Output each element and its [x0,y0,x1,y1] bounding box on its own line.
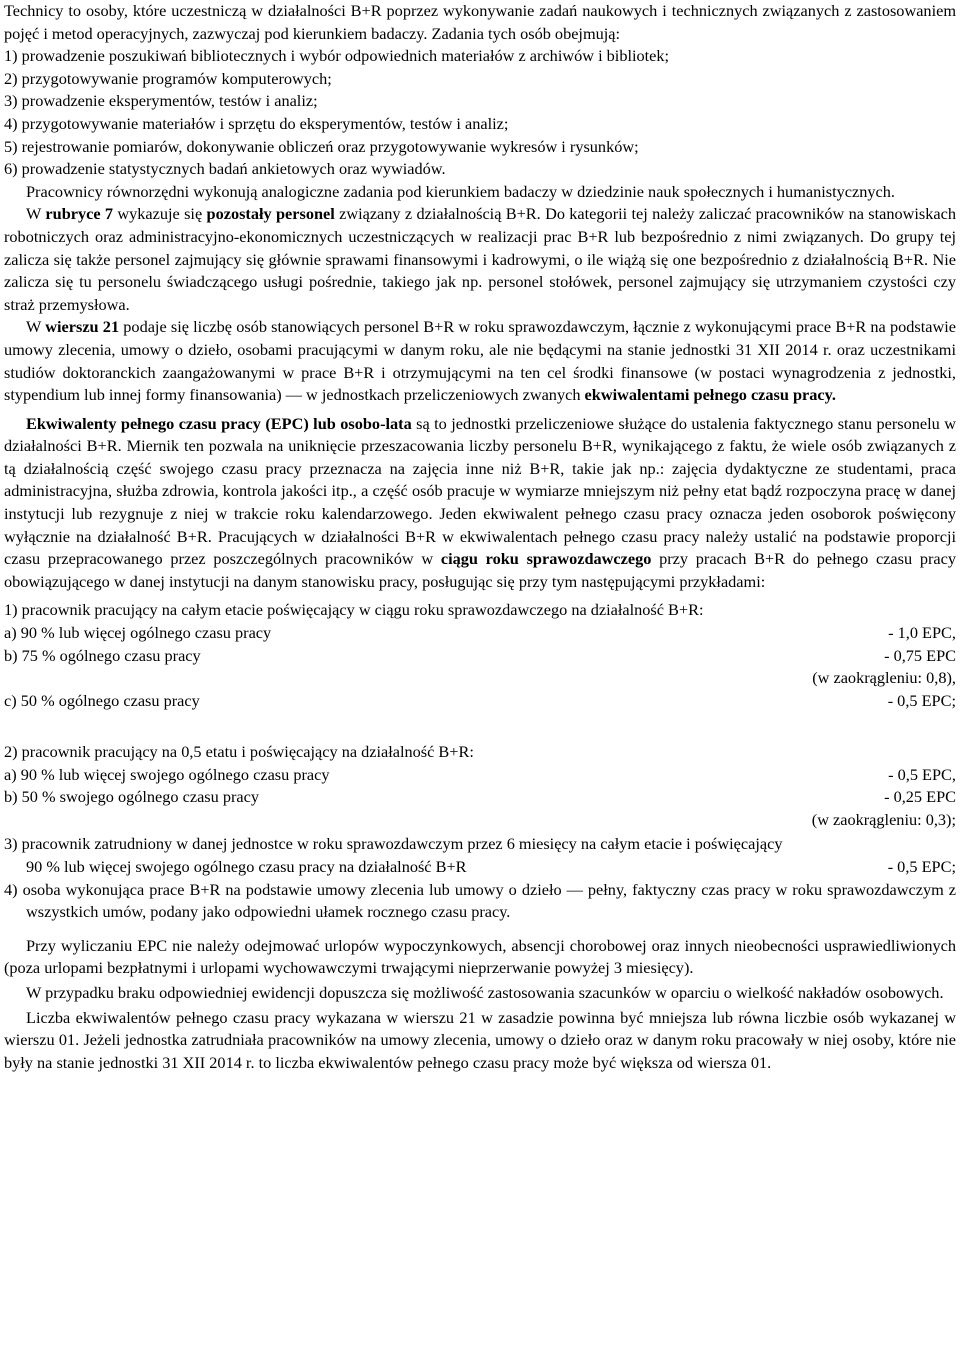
example-item-label: b) 75 % ogólnego czasu pracy [4,645,201,665]
example-item-value: - 0,5 EPC; [887,690,956,710]
technicians-paragraph: Technicy to osoby, które uczestniczą w działalności B+R poprzez wykonywanie zadań naukowych i technicznych związanych z zastosowaniem pojęć i metod operacyjnych, zazwyczaj pod kierunkiem badaczy. Zadania tych osób obejmują: [4,1,956,43]
example-item-value: - 0,5 EPC; [887,856,956,876]
task-item: 2) przygotowywanie programów komputerowych; [4,68,332,88]
fte-definition-paragraph: Ekwiwalenty pełnego czasu pracy (EPC) lub osobo-lata są to jednostki przeliczeniowe służące do ustalenia faktycznego stanu personelu w działalności B+R. Miernik ten pozwala na uniknięcie przeszacowania liczby personelu B+R, wynikającego z faktu, że wiele osób związanych z tą działalnością część swojego czasu pracy przeznacza na zajęcia inne niż B+R, takie jak np.: zajęcia dydaktyczne ze studentami, praca administracyjna, służba zdrowia, kontrola jakości itp., a część osób pracuje w wymiarze mniejszym niż pełny etat bądź rozpoczyna pracę w danej instytucji lub rezygnuje z niej w trakcie roku kalendarzowego. Jeden ekwiwalent pełnego czasu pracy oznacza jeden osoborok poświęcony wyłącznie na działalność B+R. Pracujących w działalności B+R w ekwiwalentach pełnego czasu pracy należy ustalić na podstawie proporcji czasu przepracowanego przez poszczególnych pracowników w ciągu roku sprawozdawczego przy pracach B+R do pełnego czasu pracy obowiązującego w danej instytucji na danym stanowisku pracy, posługując się przy tym następującymi przykładami: [4,413,956,591]
example-2 [4,741,956,831]
example-item-label: b) 50 % swojego ogólnego czasu pracy [4,787,259,807]
column-7-paragraph: W rubryce 7 wykazuje się pozostały personel związany z działalnością B+R. Do kategorii tej należy zaliczać pracowników na stanowiskach robotniczych oraz administracyjno-ekonomicznych uczestniczących w realizacji prac B+R lub bezpośrednio z nimi związanych. Do grupy tej zalicza się także personel zajmujący się głównie sprawami finansowymi i kadrowymi, o ile wiążą się one bezpośrednio z działalnością B+R. Nie zalicza się tu personelu świadczącego usługi pośrednie, takiego jak np. personel stołówek, personel zajmujący się utrzymaniem czystości czy straż przemysłowa. [4,204,957,314]
equivalent-workers-paragraph: Pracownicy równorzędni wykonują analogiczne zadania pod kierunkiem badaczy w dziedzinie nauk społecznych i humanistycznych. [26,181,895,201]
example-item-note: (w zaokrągleniu: 0,8), [812,668,956,688]
example-1 [4,599,956,712]
example-1-item-b [4,645,956,668]
example-item-value: - 0,5 EPC, [888,764,956,784]
spacer [4,712,956,735]
example-item-note: (w zaokrągleniu: 0,3); [811,809,956,829]
example-2-item-a [4,764,956,787]
technician-task-list [4,45,956,181]
example-item-value: - 0,25 EPC [884,787,956,807]
example-item-label: c) 50 % ogólnego czasu pracy [4,690,200,710]
task-item: 4) przygotowywanie materiałów i sprzętu do eksperymentów, testów i analiz; [4,113,509,133]
task-item: 5) rejestrowanie pomiarów, dokonywanie obliczeń oraz przygotowywanie wykresów i rysunków; [4,136,639,156]
final-paragraph: Liczba ekwiwalentów pełnego czasu pracy wykazana w wierszu 21 w zasadzie powinna być mniejsza lub równa liczbie osób wykazanej w wierszu 01. Jeżeli jednostka zatrudniała pracowników na umowy zlecenia, umowy o dzieło oraz w danym roku pracowały w niej osoby, które nie były na stanie jednostki 31 XII 2014 r. to liczba ekwiwalentów pełnego czasu pracy może być większa od wiersza 01. [4,1007,956,1072]
example-item-value: - 1,0 EPC, [888,623,956,643]
example-item-label: a) 90 % lub więcej swojego ogólnego czasu pracy [4,764,330,784]
task-item: 3) prowadzenie eksperymentów, testów i analiz; [4,91,318,111]
example-item-label: 90 % lub więcej swojego ogólnego czasu pracy na działalność B+R [26,856,467,876]
row-21-paragraph: W wierszu 21 podaje się liczbę osób stanowiących personel B+R w roku sprawozdawczym, łącznie z wykonującymi prace B+R na podstawie umowy zlecenia, umowy o dzieło, osobami pracującymi w danym roku, ale nie będącymi na stanie jednostki 31 XII 2014 r. oraz uczestnikami studiów doktoranckich zaangażowanymi w prace B+R i otrzymującymi na ten cel środki finansowe (w postaci wynagrodzenia z jednostki, stypendium lub innej formy finansowania) — w jednostkach przeliczeniowych zwanych ekwiwalentami pełnego czasu pracy. [4,317,956,405]
example-1-heading: 1) pracownik pracujący na całym etacie poświęcający w ciągu roku sprawozdawczego na działalność B+R: [4,600,704,620]
example-3-line: 3) pracownik zatrudniony w danej jednostce w roku sprawozdawczym przez 6 miesięcy na całym etacie i poświęcający [4,834,783,854]
absence-paragraph: Przy wyliczaniu EPC nie należy odejmować urlopów wypoczynkowych, absencji chorobowej oraz innych nieobecności usprawiedliwionych (poza urlopami bezpłatnymi i urlopami wychowawczymi trwającymi nieprzerwanie powyżej 3 miesięcy). [4,935,956,978]
example-4: 4) osoba wykonująca prace B+R na podstawie umowy zlecenia lub umowy o dzieło — pełny, faktyczny czas pracy w roku sprawozdawczym z wszystkich umów, podany jako odpowiedni ułamek rocznego czasu pracy. [4,879,956,922]
estimation-paragraph: W przypadku braku odpowiedniej ewidencji dopuszcza się możliwość zastosowania szacunków w oparciu o wielkość nakładów osobowych. [26,982,944,1002]
task-item: 1) prowadzenie poszukiwań bibliotecznych i wybór odpowiednich materiałów z archiwów i bibliotek; [4,46,670,66]
task-item: 6) prowadzenie statystycznych badań ankietowych oraz wywiadów. [4,159,446,179]
example-item-label: a) 90 % lub więcej ogólnego czasu pracy [4,623,272,643]
example-2-item-b [4,786,956,809]
example-1-item-a [4,622,956,645]
example-item-value: - 0,75 EPC [884,645,956,665]
example-3 [4,833,956,878]
example-3-item [4,856,956,879]
example-1-item-c [4,690,956,713]
example-2-heading: 2) pracownik pracujący na 0,5 etatu i poświęcający na działalność B+R: [4,742,474,761]
